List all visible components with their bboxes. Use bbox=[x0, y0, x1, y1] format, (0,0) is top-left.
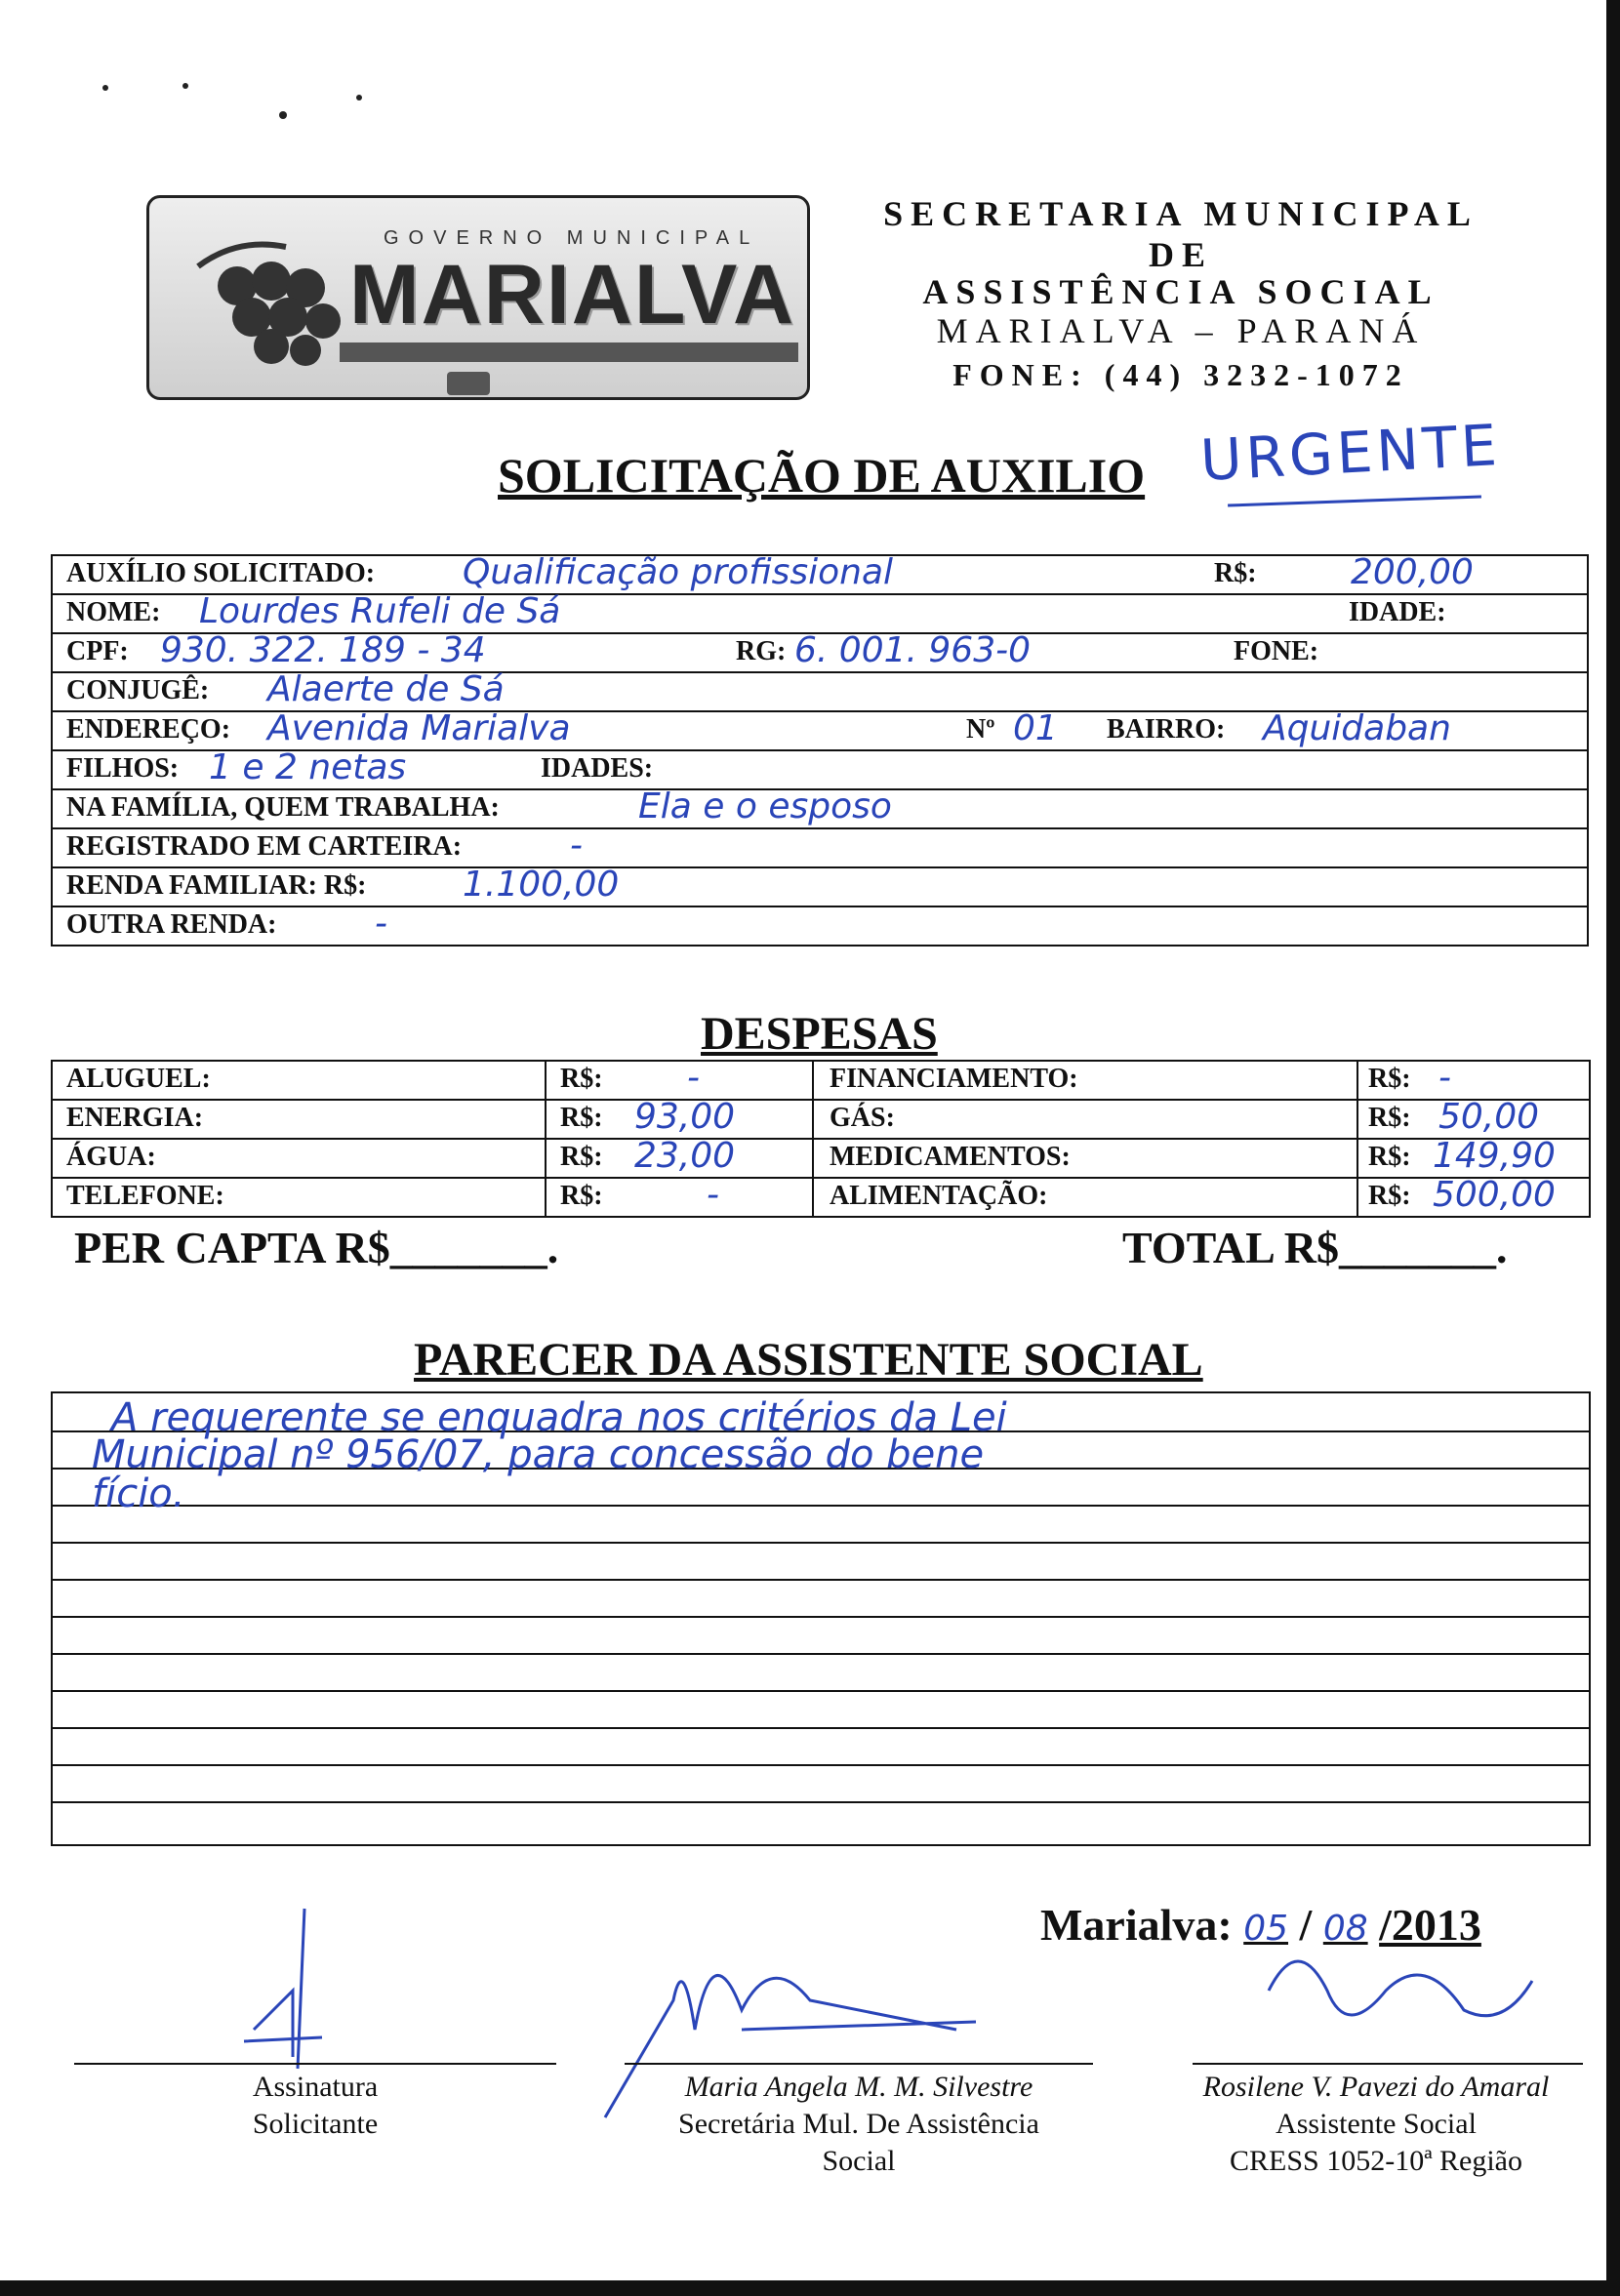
parecer-line-3: fício. bbox=[92, 1471, 185, 1516]
despesa-right-value: 500,00 bbox=[1433, 1175, 1556, 1215]
cpf-value: 930. 322. 189 - 34 bbox=[160, 630, 486, 670]
signature-line-secretaria bbox=[625, 2063, 1093, 2065]
despesa-left-label: ALUGUEL: bbox=[66, 1064, 211, 1094]
despesa-right-label: FINANCIAMENTO: bbox=[830, 1064, 1078, 1094]
date-month: 08 bbox=[1322, 1909, 1368, 1949]
despesa-left-rs: R$: bbox=[560, 1181, 603, 1211]
conjuge-label: CONJUGÊ: bbox=[66, 675, 210, 705]
despesa-right-value: 149,90 bbox=[1433, 1136, 1556, 1176]
despesas-table bbox=[51, 1060, 1591, 1218]
page-border-bottom bbox=[0, 2280, 1620, 2296]
despesa-right-label: ALIMENTAÇÃO: bbox=[830, 1181, 1048, 1211]
total: TOTAL R$_______. bbox=[1122, 1223, 1508, 1272]
endereco-value: Avenida Marialva bbox=[267, 708, 571, 748]
row-renda bbox=[53, 865, 1587, 907]
numero-value: 01 bbox=[1013, 708, 1058, 748]
endereco-label: ENDEREÇO: bbox=[66, 714, 231, 745]
header-phone: FONE: (44) 3232-1072 bbox=[952, 357, 1409, 392]
despesa-right-label: GÁS: bbox=[830, 1103, 895, 1133]
rs-label: R$: bbox=[1214, 558, 1257, 588]
despesa-row bbox=[53, 1058, 1589, 1101]
page-border-right bbox=[1606, 0, 1620, 2296]
row-auxilio bbox=[53, 552, 1587, 595]
row-outra bbox=[53, 904, 1587, 947]
row-nome bbox=[53, 591, 1587, 634]
conjuge-value: Alaerte de Sá bbox=[267, 669, 505, 709]
applicant-form bbox=[51, 554, 1589, 947]
numero-label: Nº bbox=[966, 714, 995, 745]
auxilio-label: AUXÍLIO SOLICITADO: bbox=[66, 558, 376, 588]
header-line-1: SECRETARIA MUNICIPAL bbox=[883, 194, 1478, 233]
trabalha-value: Ela e o esposo bbox=[638, 786, 892, 826]
parecer-line-1: A requerente se enquadra nos critérios da Lei bbox=[111, 1395, 1007, 1440]
logo-word: MARIALVA bbox=[349, 248, 796, 342]
carteira-label: REGISTRADO EM CARTEIRA: bbox=[66, 831, 463, 862]
rs-value: 200,00 bbox=[1351, 552, 1474, 592]
date-label: Marialva: bbox=[1040, 1900, 1233, 1950]
date-day: 05 bbox=[1243, 1909, 1289, 1949]
header-line-3: ASSISTÊNCIA SOCIAL bbox=[922, 272, 1439, 311]
despesa-left-value: - bbox=[687, 1058, 700, 1098]
despesa-right-rs: R$: bbox=[1368, 1142, 1411, 1172]
parecer-title: PARECER DA ASSISTENTE SOCIAL bbox=[414, 1334, 1203, 1386]
row-conjuge bbox=[53, 669, 1587, 712]
per-capta: PER CAPTA R$_______. bbox=[74, 1223, 559, 1272]
despesa-row bbox=[53, 1175, 1589, 1216]
crest-icon bbox=[447, 372, 490, 395]
despesa-left-rs: R$: bbox=[560, 1142, 603, 1172]
despesa-left-label: TELEFONE: bbox=[66, 1181, 224, 1211]
urgent-stamp: URGENTE bbox=[1198, 411, 1503, 495]
filhos-label: FILHOS: bbox=[66, 753, 180, 784]
auxilio-value: Qualificação profissional bbox=[463, 552, 893, 592]
filhos-value: 1 e 2 netas bbox=[209, 747, 407, 787]
urgent-underline bbox=[1228, 495, 1481, 506]
idade-label: IDADE: bbox=[1349, 597, 1446, 627]
header-line-2: DE bbox=[1148, 235, 1213, 274]
row-carteira bbox=[53, 826, 1587, 868]
signature-solicitante: Assinatura Solicitante bbox=[252, 2071, 379, 2140]
signature-secretaria: Maria Angela M. M. Silvestre Secretária Mul. De Assistência Social bbox=[678, 2071, 1039, 2177]
row-cpf bbox=[53, 630, 1587, 673]
scan-specks bbox=[88, 68, 420, 146]
despesa-row bbox=[53, 1097, 1589, 1140]
despesa-left-rs: R$: bbox=[560, 1103, 603, 1133]
despesa-left-value: 93,00 bbox=[634, 1097, 736, 1137]
carteira-value: - bbox=[570, 826, 583, 866]
row-endereco bbox=[53, 708, 1587, 751]
despesa-left-value: - bbox=[707, 1175, 719, 1215]
header-line-4: MARIALVA – PARANÁ bbox=[936, 311, 1426, 350]
municipal-logo bbox=[146, 195, 810, 400]
date-field: Marialva: 05 / 08 /2013 bbox=[1040, 1900, 1481, 1950]
despesa-left-rs: R$: bbox=[560, 1064, 603, 1094]
fone-label: FONE: bbox=[1234, 636, 1319, 666]
signature-line-assistente bbox=[1193, 2063, 1583, 2065]
despesa-right-value: 50,00 bbox=[1438, 1097, 1540, 1137]
renda-label: RENDA FAMILIAR: R$: bbox=[66, 870, 367, 901]
despesa-right-label: MEDICAMENTOS: bbox=[830, 1142, 1071, 1172]
signature-assistente: Rosilene V. Pavezi do Amaral Assistente Social CRESS 1052-10ª Região bbox=[1202, 2071, 1550, 2177]
despesa-left-label: ENERGIA: bbox=[66, 1103, 204, 1133]
bairro-label: BAIRRO: bbox=[1107, 714, 1226, 745]
signature-line-solicitante bbox=[74, 2063, 556, 2065]
idades-label: IDADES: bbox=[541, 753, 654, 784]
outra-label: OUTRA RENDA: bbox=[66, 909, 277, 940]
rg-value: 6. 001. 963-0 bbox=[794, 630, 1031, 670]
logo-band bbox=[340, 342, 798, 362]
despesa-left-label: ÁGUA: bbox=[66, 1142, 156, 1172]
date-year: /2013 bbox=[1379, 1900, 1481, 1950]
despesa-right-rs: R$: bbox=[1368, 1181, 1411, 1211]
trabalha-label: NA FAMÍLIA, QUEM TRABALHA: bbox=[66, 792, 500, 823]
outra-value: - bbox=[375, 904, 387, 944]
despesa-left-value: 23,00 bbox=[634, 1136, 736, 1176]
despesa-right-value: - bbox=[1438, 1058, 1451, 1098]
nome-label: NOME: bbox=[66, 597, 161, 627]
parecer-line-2: Municipal nº 956/07, para concessão do bene bbox=[92, 1432, 985, 1477]
despesa-right-rs: R$: bbox=[1368, 1064, 1411, 1094]
rg-label: RG: bbox=[736, 636, 787, 666]
despesa-row bbox=[53, 1136, 1589, 1179]
despesas-title: DESPESAS bbox=[701, 1008, 938, 1060]
nome-value: Lourdes Rufeli de Sá bbox=[199, 591, 561, 631]
renda-value: 1.100,00 bbox=[463, 865, 620, 905]
parecer-box bbox=[51, 1391, 1591, 1846]
bairro-value: Aquidaban bbox=[1263, 708, 1451, 748]
row-trabalha bbox=[53, 786, 1587, 829]
row-filhos bbox=[53, 747, 1587, 790]
logo-top-text: GOVERNO MUNICIPAL bbox=[384, 227, 760, 249]
cpf-label: CPF: bbox=[66, 636, 129, 666]
despesa-right-rs: R$: bbox=[1368, 1103, 1411, 1133]
form-title: SOLICITAÇÃO DE AUXILIO bbox=[498, 448, 1146, 503]
